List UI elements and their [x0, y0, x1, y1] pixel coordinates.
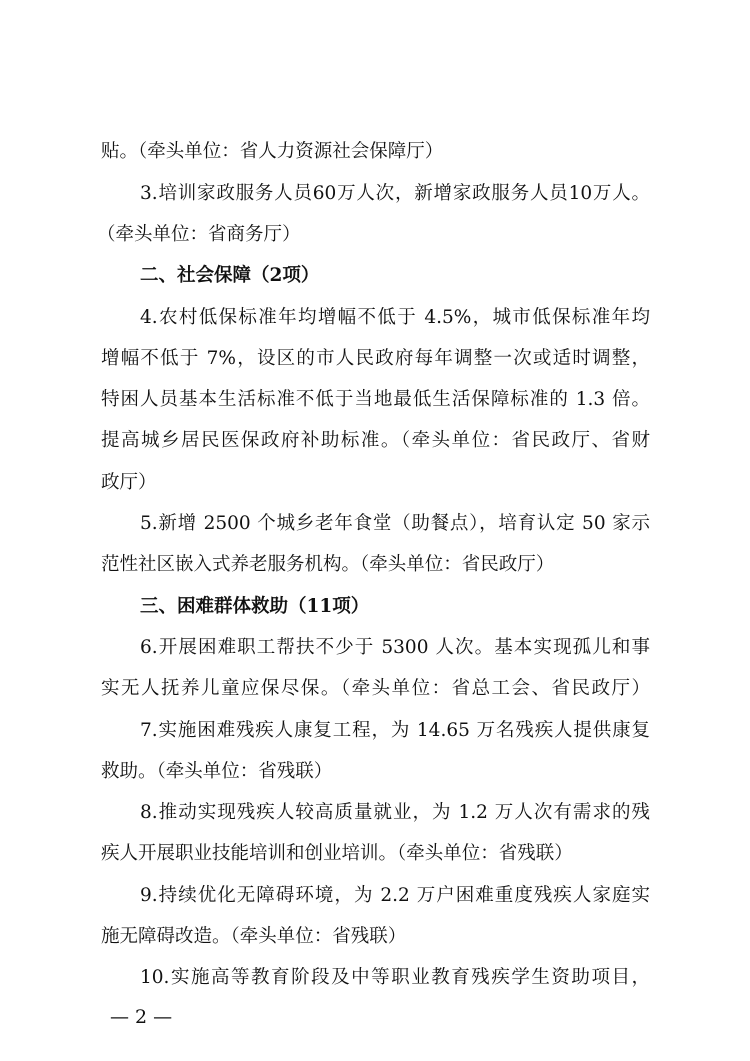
text-line: 9.持续优化无障碍环境，为 2.2 万户困难重度残疾人家庭实: [140, 885, 650, 906]
text-line: 4.农村低保标准年均增幅不低于 4.5%，城市低保标准年均: [140, 307, 650, 328]
text-line: 10.实施高等教育阶段及中等职业教育残疾学生资助项目，: [140, 967, 650, 988]
text-line: 范性社区嵌入式养老服务机构。（牵头单位：省民政厅）: [101, 554, 555, 575]
text-line: 增幅不低于 7%，设区的市人民政府每年调整一次或适时调整，: [101, 348, 650, 369]
text-line: 贴。（牵头单位：省人力资源社会保障厅）: [101, 141, 444, 162]
page-number: — 2 —: [110, 1006, 173, 1028]
text-line: 5.新增 2500 个城乡老年食堂（助餐点），培育认定 50 家示: [140, 513, 650, 534]
text-line: 施无障碍改造。（牵头单位：省残联）: [101, 926, 407, 947]
text-line: 6.开展困难职工帮扶不少于 5300 人次。基本实现孤儿和事: [140, 637, 650, 658]
text-line: （牵头单位：省商务厅）: [97, 224, 301, 245]
text-line: 救助。（牵头单位：省残联）: [101, 761, 333, 782]
text-line: 特困人员基本生活标准不低于当地最低生活保障标准的 1.3 倍。: [101, 389, 650, 410]
text-line: 提高城乡居民医保政府补助标准。（牵头单位：省民政厅、省财: [101, 430, 650, 451]
text-line: 疾人开展职业技能培训和创业培训。（牵头单位：省残联）: [101, 843, 573, 864]
text-line: 3.培训家政服务人员60万人次，新增家政服务人员10万人。: [140, 183, 650, 204]
text-line: 8.推动实现残疾人较高质量就业，为 1.2 万人次有需求的残: [140, 802, 650, 823]
text-line: 7.实施困难残疾人康复工程，为 14.65 万名残疾人提供康复: [140, 720, 650, 741]
section-heading: 二、社会保障（2项）: [140, 265, 320, 286]
text-line: 政厅）: [101, 472, 157, 493]
section-heading: 三、困难群体救助（11项）: [140, 596, 370, 617]
text-line: 实无人抚养儿童应保尽保。（牵头单位：省总工会、省民政厅）: [101, 678, 650, 699]
